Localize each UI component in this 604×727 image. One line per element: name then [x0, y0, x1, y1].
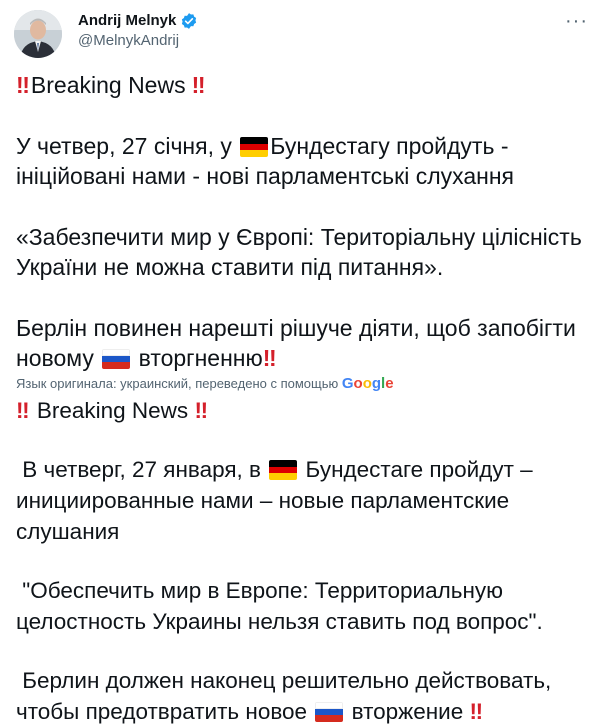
translated-paragraph-3: Берлин должен наконец решительно действовать,: [22, 668, 552, 693]
translated-paragraph-1-end: слушания: [16, 519, 120, 544]
russia-flag-icon: [315, 702, 343, 722]
double-exclamation-icon: ‼: [16, 72, 27, 98]
original-paragraph-1-cont: ініційовані нами - нові парламентські слухання: [16, 163, 515, 189]
original-headline: ‼ Breaking News ‼: [16, 72, 203, 98]
tweet-header: [0, 0, 604, 64]
original-paragraph-3-cont: новому вторгненню‼: [16, 345, 274, 371]
avatar[interactable]: [14, 10, 62, 58]
double-exclamation-icon: ‼: [469, 699, 481, 724]
translated-paragraph-1-cont: инициированные нами – новые парламентские: [16, 488, 510, 513]
double-exclamation-icon: ‼: [16, 398, 27, 423]
original-paragraph-2: «Забезпечити мир у Європі: Територіальну цілісність: [16, 224, 582, 250]
russia-flag-icon: [102, 349, 130, 369]
double-exclamation-icon: ‼: [262, 345, 274, 371]
author-block: [78, 11, 198, 51]
double-exclamation-icon: ‼: [194, 398, 206, 423]
double-exclamation-icon: ‼: [191, 72, 203, 98]
handle[interactable]: @MelnykAndrij: [78, 32, 180, 49]
tweet-body: [16, 66, 596, 727]
germany-flag-icon: [240, 137, 268, 157]
original-paragraph-1: У четвер, 27 січня, у Бундестагу пройдуть -: [16, 133, 509, 159]
translated-headline: ‼ Breaking News ‼: [16, 398, 206, 423]
translated-paragraph-2: "Обеспечить мир в Европе: Территориальную: [22, 578, 504, 603]
translation-note[interactable]: Язык оригинала: украинский, переведено с помощью Google: [16, 375, 394, 392]
germany-flag-icon: [269, 460, 297, 480]
display-name[interactable]: Andrij Melnyk: [78, 12, 177, 29]
original-paragraph-2-cont: України не можна ставити під питання».: [16, 254, 444, 280]
verified-badge-icon: [180, 12, 198, 30]
more-options-icon[interactable]: ···: [565, 10, 588, 32]
translated-paragraph-1: В четверг, 27 января, в Бундестаге пройдут –: [22, 457, 533, 482]
original-paragraph-3: Берлін повинен нарешті рішуче діяти, щоб запобігти: [16, 315, 576, 341]
google-logo: Google: [341, 375, 394, 392]
translated-paragraph-3-cont: чтобы предотвратить новое вторжение ‼: [16, 699, 481, 724]
translated-paragraph-2-cont: целостность Украины нельзя ставить под вопрос".: [16, 609, 543, 634]
translated-text: [16, 395, 596, 727]
